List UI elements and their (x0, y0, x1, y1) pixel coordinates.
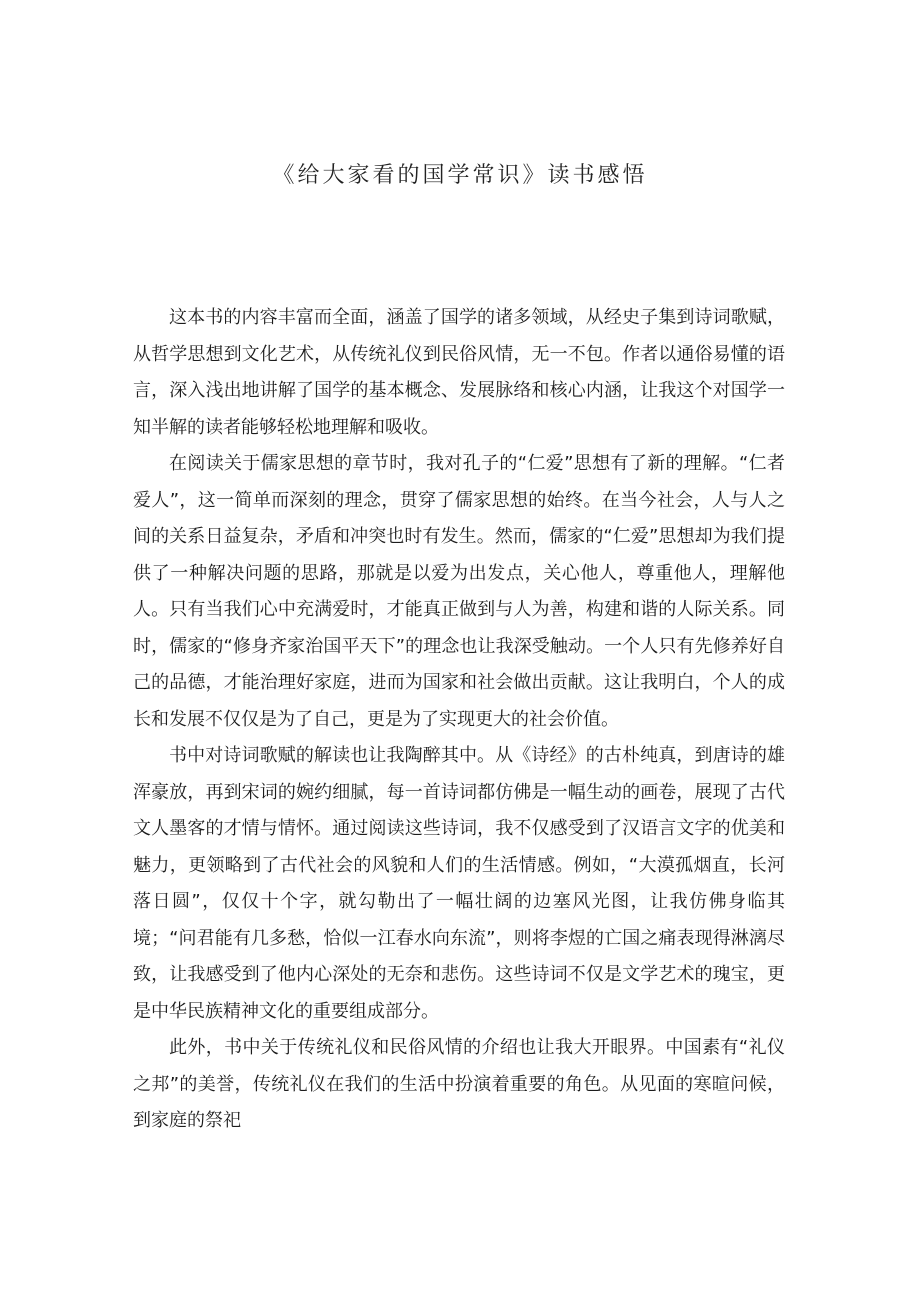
paragraph-poetry: 书中对诗词歌赋的解读也让我陶醉其中。从《诗经》的古朴纯真，到唐诗的雄浑豪放，再到宋词的婉约细腻，每一首诗词都仿佛是一幅生动的画卷，展现了古代文人墨客的才情与情怀。通过阅读这些诗词，我不仅感受到了汉语言文字的优美和魅力，更领略到了古代社会的风貌和人们的生活情感。例如，“大漠孤烟直，长河落日圆”，仅仅十个字，就勾勒出了一幅壮阔的边塞风光图，让我仿佛身临其境；“问君能有几多愁，恰似一江春水向东流”，则将李煜的亡国之痛表现得淋漓尽致，让我感受到了他内心深处的无奈和悲伤。这些诗词不仅是文学艺术的瑰宝，更是中华民族精神文化的重要组成部分。 (133, 745, 785, 1022)
document-body (133, 300, 785, 1140)
paragraph-etiquette: 此外，书中关于传统礼仪和民俗风情的介绍也让我大开眼界。中国素有“礼仪之邦”的美誉，传统礼仪在我们的生活中扮演着重要的角色。从见面的寒暄问候，到家庭的祭祀 (133, 1037, 785, 1131)
paragraph-intro: 这本书的内容丰富而全面，涵盖了国学的诸多领域，从经史子集到诗词歌赋，从哲学思想到文化艺术，从传统礼仪到民俗风情，无一不包。作者以通俗易懂的语言，深入浅出地讲解了国学的基本概念、发展脉络和核心内涵，让我这个对国学一知半解的读者能够轻松地理解和吸收。 (133, 307, 785, 438)
paragraph-confucianism: 在阅读关于儒家思想的章节时，我对孔子的“仁爱”思想有了新的理解。“仁者爱人”，这一简单而深刻的理念，贯穿了儒家思想的始终。在当今社会，人与人之间的关系日益复杂，矛盾和冲突也时有发生。然而，儒家的“仁爱”思想却为我们提供了一种解决问题的思路，那就是以爱为出发点，关心他人，尊重他人，理解他人。只有当我们心中充满爱时，才能真正做到与人为善，构建和谐的人际关系。同时，儒家的“修身齐家治国平天下”的理念也让我深受触动。一个人只有先修养好自己的品德，才能治理好家庭，进而为国家和社会做出贡献。这让我明白，个人的成长和发展不仅仅是为了自己，更是为了实现更大的社会价值。 (133, 453, 785, 730)
document-title: 《给大家看的国学常识》读书感悟 (272, 163, 648, 188)
